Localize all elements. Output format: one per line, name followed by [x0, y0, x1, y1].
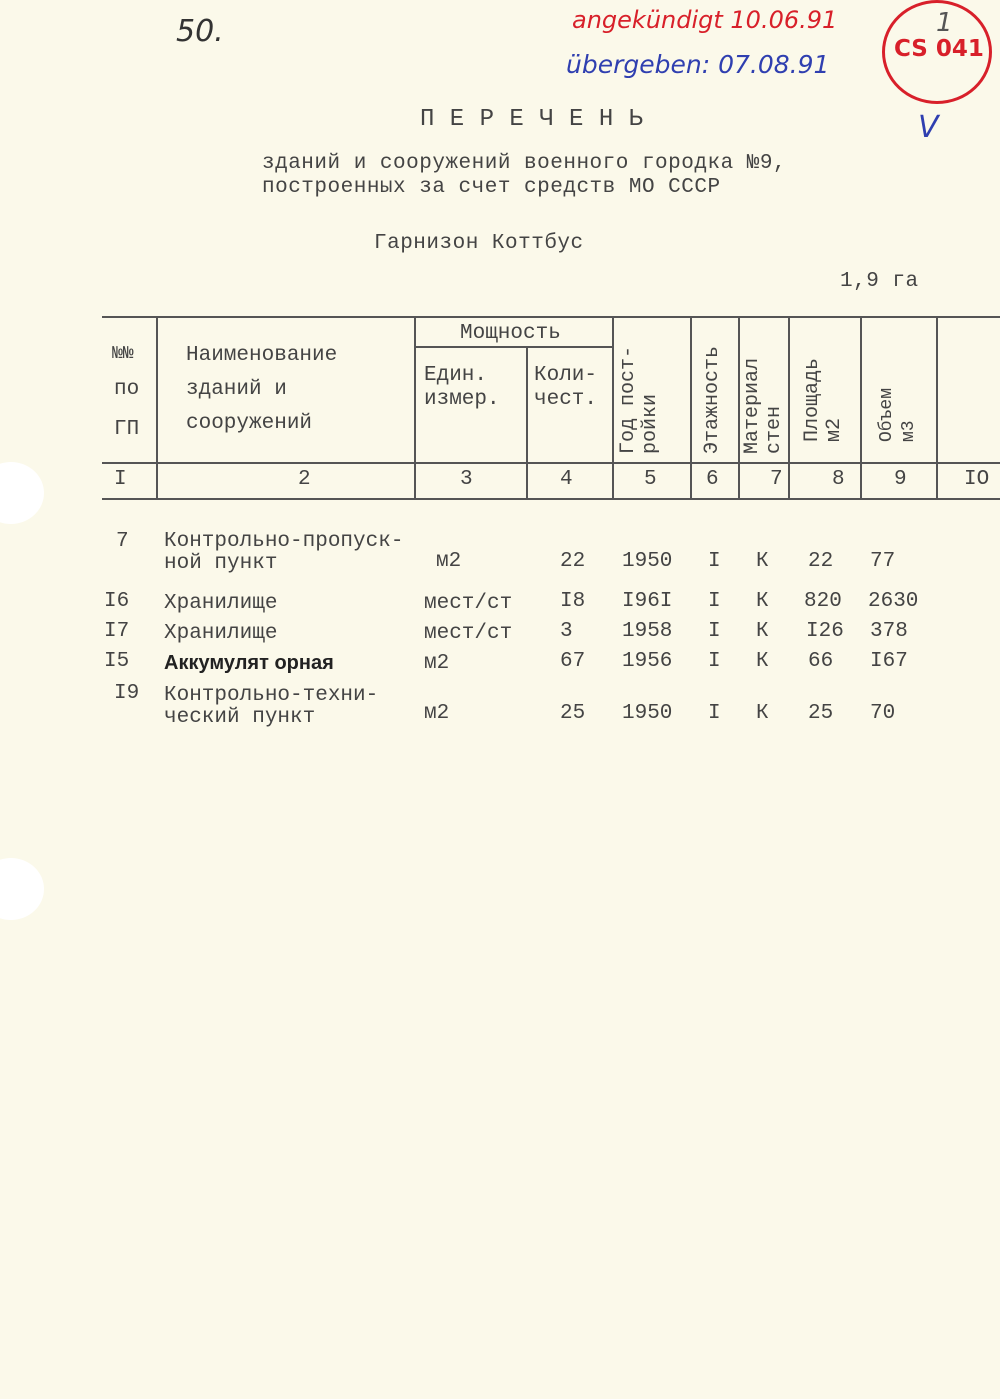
- header-year-line2: ройки: [639, 393, 662, 454]
- table-header-divider: [102, 462, 1000, 464]
- colnum-1: I: [114, 468, 127, 491]
- document-title: П Е Р Е Ч Е Н Ь: [420, 106, 644, 133]
- colnum-10: IO: [964, 468, 990, 491]
- row3-name1: Хранилище: [164, 622, 278, 645]
- header-unit-line2: измер.: [424, 388, 500, 411]
- header-unit-line1: Един.: [424, 364, 488, 387]
- row1-material: К: [756, 550, 769, 573]
- header-volume-line2: м3: [899, 420, 919, 442]
- document-subtitle-line2: построенных за счет средств МО СССР: [262, 176, 721, 199]
- col-line-4: [612, 316, 614, 500]
- col-line-3: [526, 346, 528, 500]
- row3-area: I26: [806, 620, 844, 643]
- row4-unit: м2: [424, 652, 450, 675]
- header-area-line1: Площадь: [801, 357, 824, 442]
- header-name-line1: Наименование: [186, 344, 338, 367]
- page-number-handwritten: 50.: [176, 14, 224, 49]
- row5-area: 25: [808, 702, 834, 725]
- header-name-line2: зданий и: [186, 378, 287, 401]
- power-subheader-line: [416, 346, 612, 348]
- row1-floors: I: [708, 550, 721, 573]
- circle-stamp-code: CS 041: [894, 36, 984, 62]
- stamp-handed-over: übergeben: 07.08.91: [566, 50, 830, 79]
- document-subtitle-line1: зданий и сооружений военного городка №9,: [262, 152, 787, 175]
- col-line-8: [860, 316, 862, 500]
- row4-gp: I5: [104, 650, 130, 673]
- punch-hole-bottom: [0, 858, 44, 920]
- row2-material: К: [756, 590, 769, 613]
- header-material: [742, 330, 786, 454]
- row1-volume: 77: [870, 550, 896, 573]
- col-line-6: [738, 316, 740, 500]
- row3-qty: 3: [560, 620, 573, 643]
- row4-material: К: [756, 650, 769, 673]
- row3-gp: I7: [104, 620, 130, 643]
- header-area-line2: м2: [823, 417, 846, 442]
- row1-area: 22: [808, 550, 834, 573]
- row3-floors: I: [708, 620, 721, 643]
- row5-unit: м2: [424, 702, 450, 725]
- header-power: Мощность: [460, 322, 561, 345]
- header-material-line1: Материал: [741, 357, 764, 454]
- row5-qty: 25: [560, 702, 586, 725]
- row2-unit: мест/ст: [424, 592, 513, 615]
- row5-volume: 70: [870, 702, 896, 725]
- col-line-5: [690, 316, 692, 500]
- row1-year: 1950: [622, 550, 673, 573]
- colnum-5: 5: [644, 468, 657, 491]
- colnum-4: 4: [560, 468, 573, 491]
- punch-hole-top: [0, 462, 44, 524]
- col-line-1: [156, 316, 158, 500]
- row2-gp: I6: [104, 590, 130, 613]
- row1-name2: ной пункт: [164, 552, 278, 575]
- row2-area: 820: [804, 590, 842, 613]
- row4-name1: Аккумулят орная: [164, 652, 334, 674]
- header-material-line2: стен: [763, 405, 786, 454]
- header-gp-line1: №№: [112, 344, 134, 364]
- colnum-2: 2: [298, 468, 311, 491]
- header-year: [618, 330, 662, 454]
- colnum-7: 7: [770, 468, 783, 491]
- header-floors: Этажность: [701, 345, 724, 454]
- row1-unit: м2: [436, 550, 462, 573]
- header-volume-line1: Объем: [877, 387, 897, 442]
- header-qty-line2: чест.: [534, 388, 598, 411]
- row2-volume: 2630: [868, 590, 919, 613]
- row2-floors: I: [708, 590, 721, 613]
- row4-area: 66: [808, 650, 834, 673]
- row2-qty: I8: [560, 590, 586, 613]
- row3-year: 1958: [622, 620, 673, 643]
- row4-year: 1956: [622, 650, 673, 673]
- header-gp-line3: ГП: [114, 418, 140, 441]
- row3-volume: 378: [870, 620, 908, 643]
- header-volume: [876, 376, 920, 442]
- area-label: 1,9 га: [840, 270, 919, 293]
- header-area: [802, 346, 846, 442]
- colnum-8: 8: [832, 468, 845, 491]
- garrison-label: Гарнизон Коттбус: [374, 232, 584, 255]
- row1-name1: Контрольно-пропуск-: [164, 530, 404, 553]
- row4-volume: I67: [870, 650, 908, 673]
- stamp-announced: angekündigt 10.06.91: [572, 6, 838, 34]
- colnum-9: 9: [894, 468, 907, 491]
- col-line-9: [936, 316, 938, 500]
- circle-stamp-number: 1: [936, 8, 953, 38]
- row1-gp: 7: [116, 530, 129, 553]
- row3-unit: мест/ст: [424, 622, 513, 645]
- header-qty-line1: Коли-: [534, 364, 598, 387]
- colnum-6: 6: [706, 468, 719, 491]
- header-name-line3: сооружений: [186, 412, 313, 435]
- row5-year: 1950: [622, 702, 673, 725]
- row4-floors: I: [708, 650, 721, 673]
- row3-material: К: [756, 620, 769, 643]
- row5-name1: Контрольно-техни-: [164, 684, 379, 707]
- col-line-2: [414, 316, 416, 500]
- row4-qty: 67: [560, 650, 586, 673]
- header-year-line1: Год пост-: [617, 345, 640, 454]
- header-gp-line2: по: [114, 378, 140, 401]
- colnum-3: 3: [460, 468, 473, 491]
- row1-qty: 22: [560, 550, 586, 573]
- table-number-divider: [102, 498, 1000, 500]
- row5-floors: I: [708, 702, 721, 725]
- check-mark: V: [918, 110, 939, 145]
- row2-name1: Хранилище: [164, 592, 278, 615]
- table-top-border: [102, 316, 1000, 318]
- row5-name2: ческий пункт: [164, 706, 316, 729]
- row2-year: I96I: [622, 590, 673, 613]
- row5-material: К: [756, 702, 769, 725]
- col-line-7: [788, 316, 790, 500]
- row5-gp: I9: [114, 682, 140, 705]
